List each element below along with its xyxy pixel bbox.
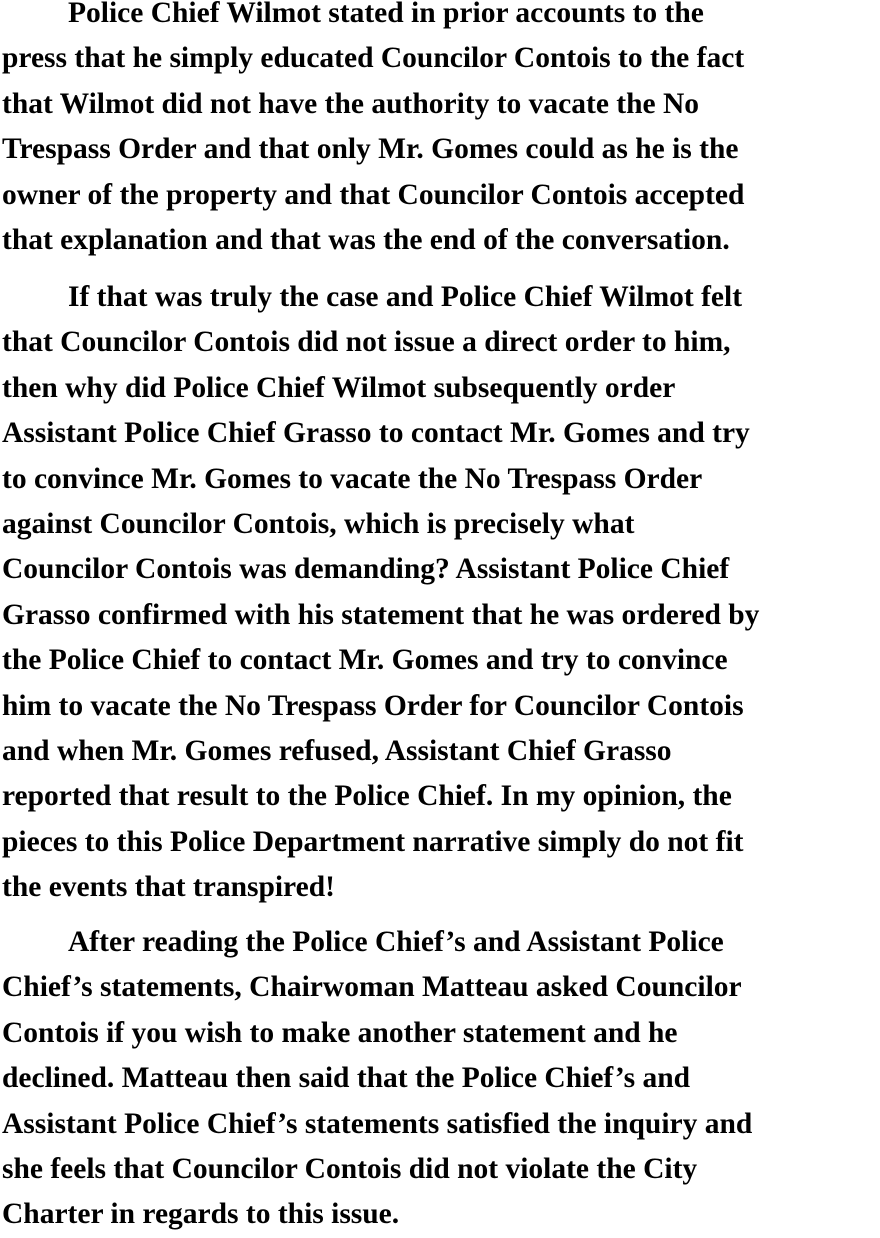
paragraph-line: she feels that Councilor Contois did not violate the City (2, 1152, 698, 1185)
paragraph-line: the events that transpired! (2, 871, 335, 904)
paragraph-line: that Councilor Contois did not issue a direct order to him, (2, 326, 731, 359)
paragraph-line: Assistant Police Chief’s statements satisfied the inquiry and (2, 1107, 753, 1140)
paragraph-line: that Wilmot did not have the authority to vacate the No (2, 87, 700, 120)
paragraph-line: press that he simply educated Councilor Contois to the fact (2, 42, 745, 75)
paragraph-line: him to vacate the No Trespass Order for Councilor Contois (2, 689, 744, 722)
paragraph-line: Trespass Order and that only Mr. Gomes could as he is the (2, 133, 739, 166)
paragraph-line: Assistant Police Chief Grasso to contact Mr. Gomes and try (2, 417, 750, 450)
paragraph-line: Councilor Contois was demanding? Assistant Police Chief (2, 553, 730, 586)
paragraph-3 (2, 920, 752, 1238)
paragraph-line: Contois if you wish to make another statement and he (2, 1016, 678, 1049)
paragraph-line: If that was truly the case and Police Chief Wilmot felt (68, 281, 743, 313)
paragraph-line: against Councilor Contois, which is precisely what (2, 507, 635, 540)
paragraph-line: Chief’s statements, Chairwoman Matteau asked Councilor (2, 971, 742, 1004)
paragraph-line: pieces to this Police Department narrative simply do not fit (2, 825, 744, 858)
paragraph-line: and when Mr. Gomes refused, Assistant Chief Grasso (2, 734, 672, 767)
paragraph-line: that explanation and that was the end of the conversation. (2, 223, 730, 256)
paragraph-line: Police Chief Wilmot stated in prior accounts to the (68, 0, 704, 29)
paragraph-line: declined. Matteau then said that the Police Chief’s and (2, 1062, 691, 1095)
paragraph-line: to convince Mr. Gomes to vacate the No Trespass Order (2, 462, 703, 495)
paragraph-1 (2, 0, 744, 263)
paragraph-line: Charter in regards to this issue. (2, 1198, 400, 1231)
paragraph-2 (2, 275, 759, 910)
paragraph-line: reported that result to the Police Chief. In my opinion, the (2, 780, 732, 813)
paragraph-line: then why did Police Chief Wilmot subsequently order (2, 371, 676, 404)
paragraph-line: After reading the Police Chief’s and Assistant Police (68, 926, 724, 958)
paragraph-line: Grasso confirmed with his statement that he was ordered by (2, 598, 760, 631)
paragraph-line: the Police Chief to contact Mr. Gomes and try to convince (2, 644, 728, 677)
paragraph-line: owner of the property and that Councilor Contois accepted (2, 178, 745, 211)
